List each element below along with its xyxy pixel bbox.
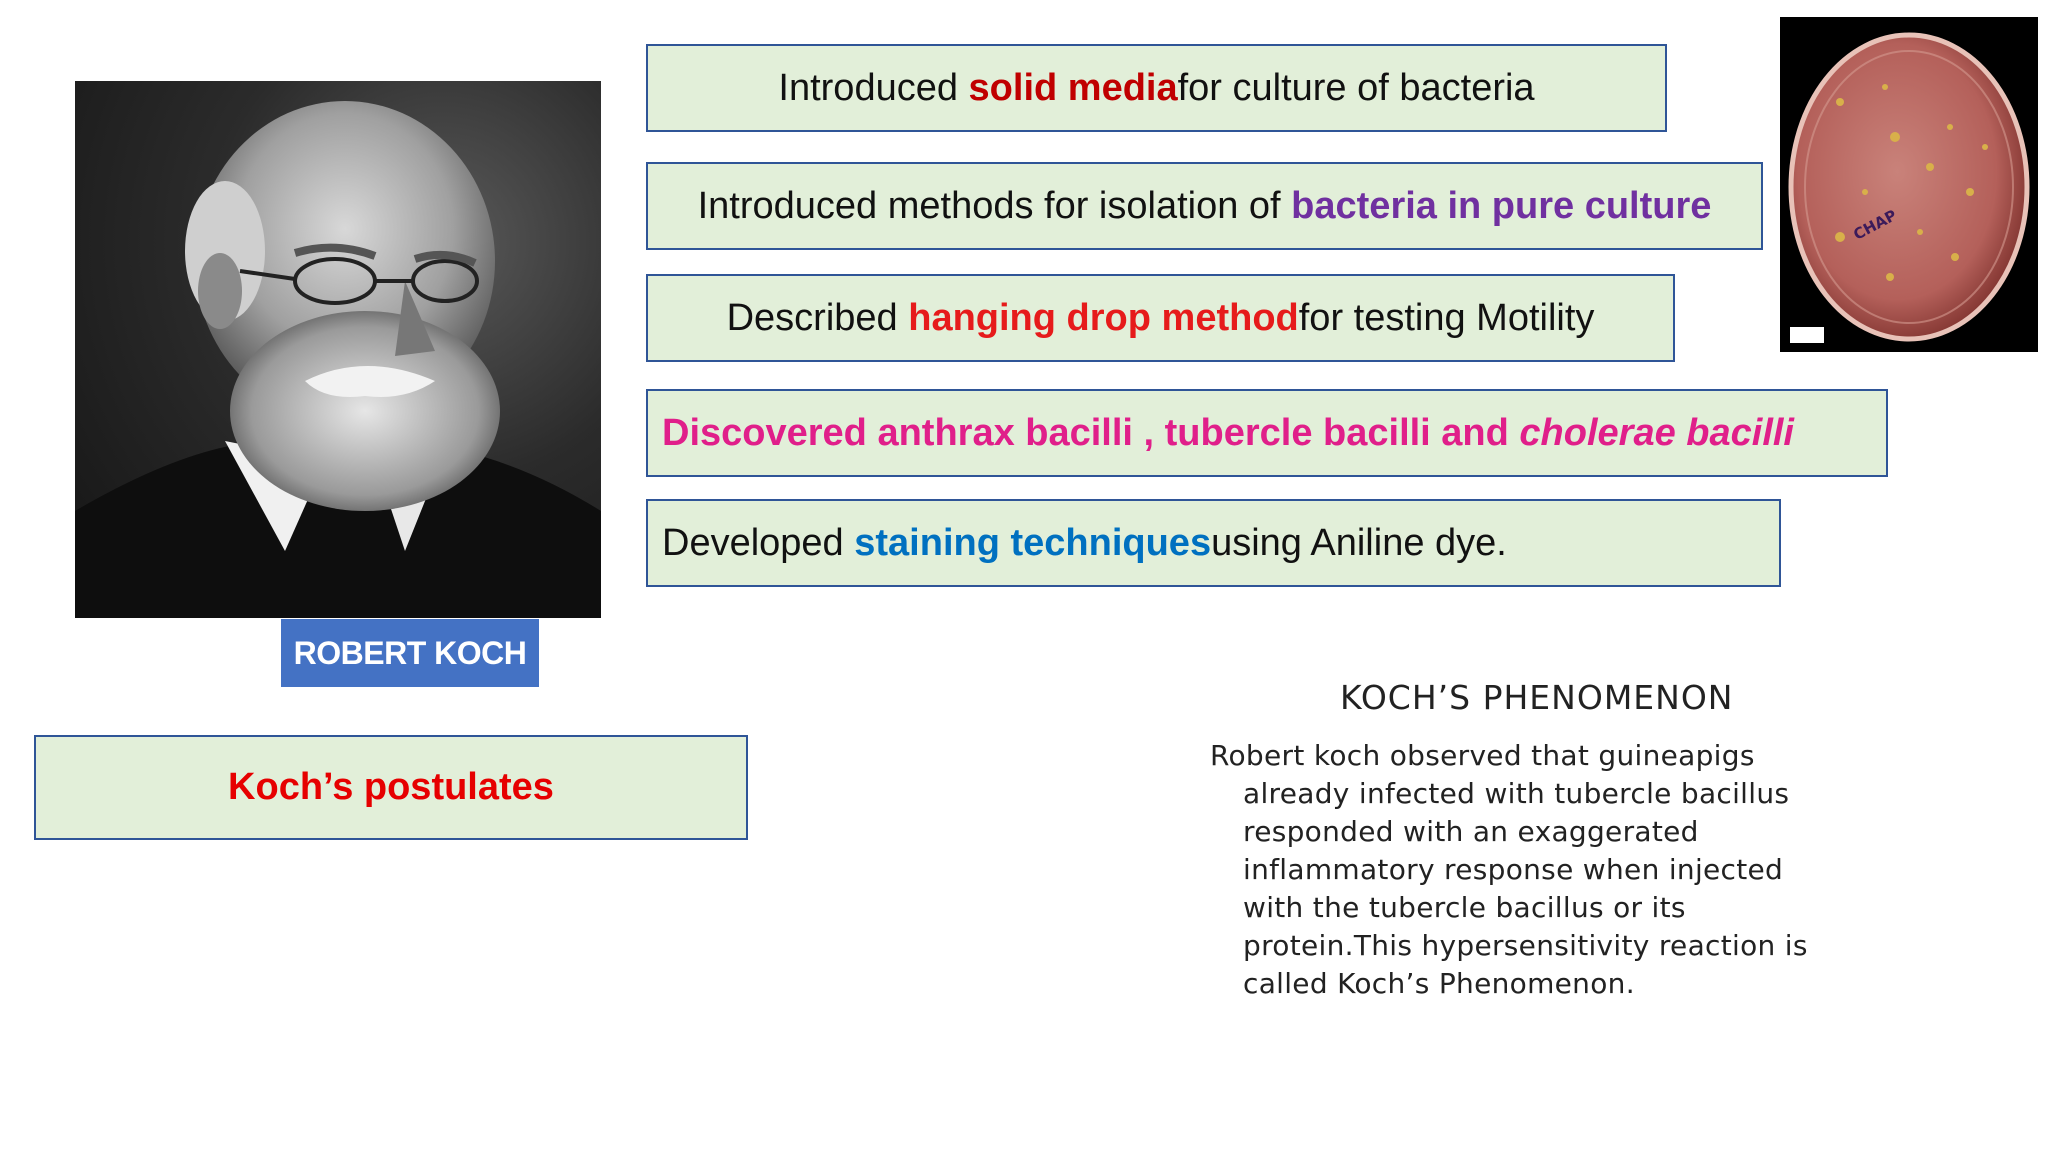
fact-staining	[646, 499, 1781, 587]
fact-solid-media	[646, 44, 1667, 132]
fact-text-before: Developed	[662, 521, 844, 564]
fact-hanging-drop	[646, 274, 1675, 362]
name-tag: ROBERT KOCH	[281, 619, 539, 687]
petri-dish-illustration	[1780, 17, 2038, 352]
fact-text-before: Introduced	[778, 66, 958, 109]
fact-text-after: using Aniline dye.	[1211, 521, 1507, 564]
fact-text-before: Introduced methods for isolation of	[697, 184, 1281, 227]
fact-highlight: solid media	[968, 66, 1178, 109]
phenomenon-line: with the tubercle bacillus or its	[1243, 891, 1686, 924]
petri-dish-image	[1780, 17, 2038, 352]
fact-highlight: hanging drop method	[908, 296, 1299, 339]
phenomenon-line: Robert koch observed that guineapigs	[1210, 739, 1755, 772]
kochs-phenomenon-title: KOCH’S PHENOMENON	[1340, 678, 1734, 717]
portrait-illustration	[75, 81, 601, 618]
phenomenon-line: protein.This hypersensitivity reaction is	[1243, 929, 1808, 962]
kochs-postulates-box	[34, 735, 748, 840]
phenomenon-line: inflammatory response when injected	[1243, 853, 1784, 886]
phenomenon-line: called Koch’s Phenomenon.	[1243, 967, 1635, 1000]
fact-text-part1: Discovered anthrax bacilli , tubercle bacilli and	[662, 411, 1509, 454]
plate-label: CHAP	[1850, 206, 1900, 244]
fact-text-after: for testing Motility	[1298, 296, 1595, 339]
postulates-label: Koch’s postulates	[228, 766, 554, 808]
fact-highlight: staining techniques	[854, 521, 1212, 564]
fact-pure-culture	[646, 162, 1763, 250]
fact-discoveries	[646, 389, 1888, 477]
fact-text-before: Described	[726, 296, 898, 339]
fact-text-after: for culture of bacteria	[1177, 66, 1535, 109]
fact-highlight: bacteria in pure culture	[1291, 184, 1712, 227]
kochs-phenomenon-text	[1210, 737, 1970, 1003]
phenomenon-line: already infected with tubercle bacillus	[1243, 777, 1790, 810]
phenomenon-line: responded with an exaggerated	[1243, 815, 1699, 848]
robert-koch-portrait	[75, 81, 601, 671]
fact-text-italic: cholerae bacilli	[1519, 411, 1794, 454]
